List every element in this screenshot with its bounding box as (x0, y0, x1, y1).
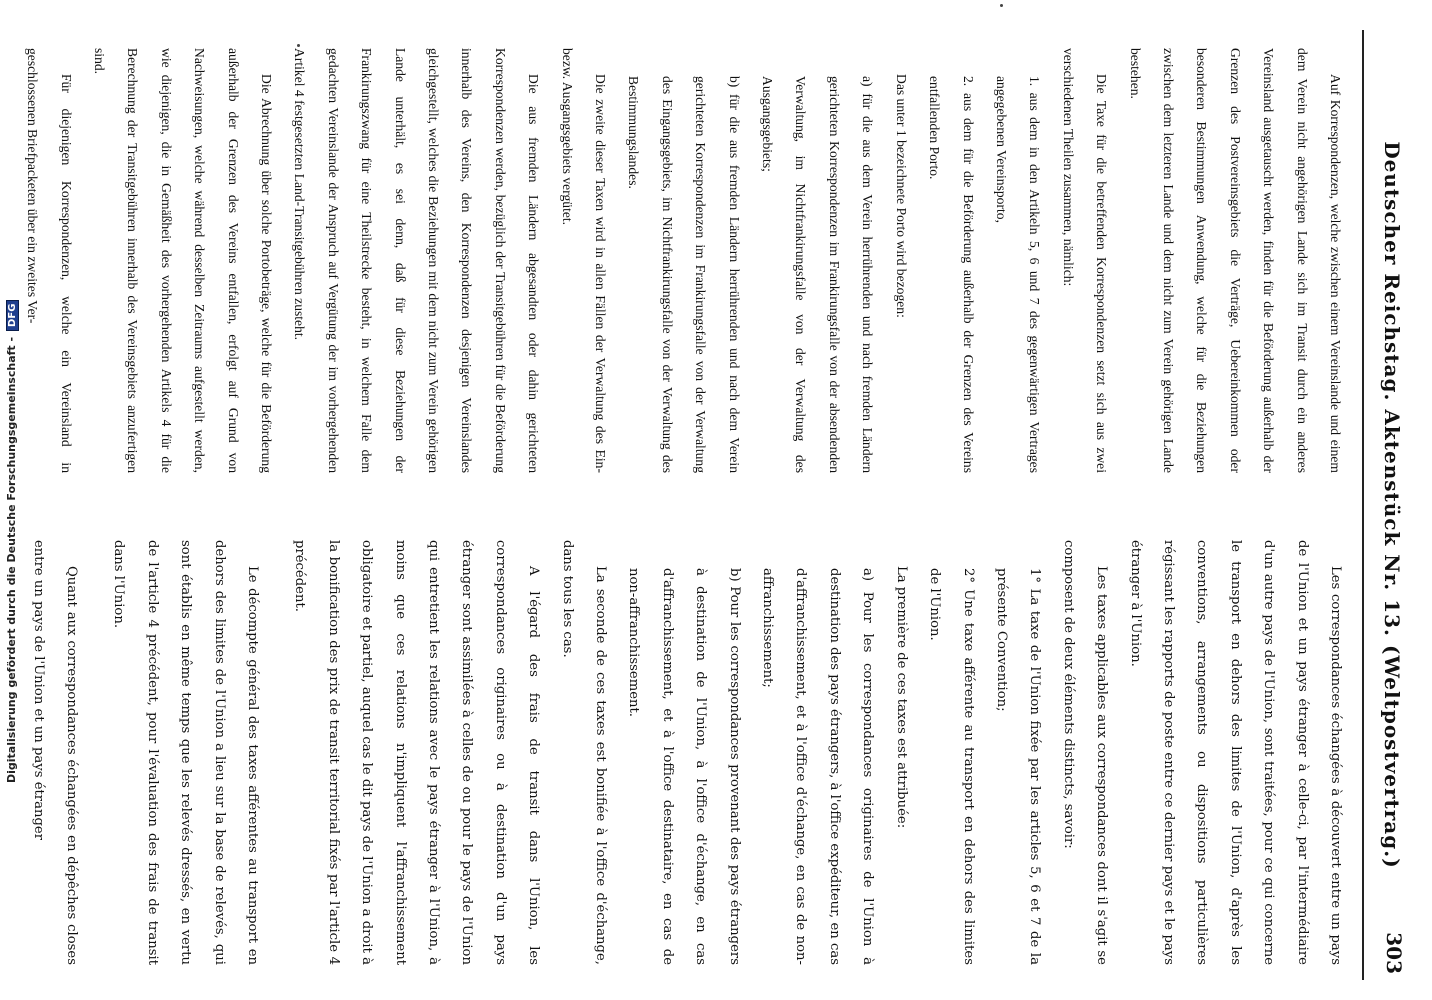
list-item: a) für die aus dem Verein herrührenden und nach fremden Ländern gerichteten Korrespondenzen im Frankirungsfalle von der absendenden Verwaltung, im Nichtfrankirungsfalle von der Verwaltung des Ausgangsgebiets; (760, 76, 876, 473)
paragraph: Für diejenigen Korrespondenzen, welche ein Vereinsland in geschlossenen Briefpacketen über ein zweites Ver- (25, 48, 74, 473)
page-number: 303 (1382, 932, 1406, 974)
digitization-credit (2, 0, 24, 1000)
list-item: 1° La taxe de l'Union fixée par les articles 5, 6 et 7 de la présente Convention; (993, 568, 1043, 965)
paragraph: Auf Korrespondenzen, welche zwischen einem Vereinslande und einem dem Verein nicht angehörigen Lande sich im Transit durch ein anderes Vereinsland ausgetauscht werden, finden für die Beförderung außerhalb der Grenzen des Postvereinsgebiets die Verträge, Uebereinkommen oder besonderen Bestimmungen Anwendung, welche für die Beziehungen zwischen dem letzteren Lande und dem nicht zum Verein gehörigen Lande bestehen. (1127, 48, 1343, 473)
credit-text: Digitalisierung gefördert durch die Deutsche Forschungsgemeinschaft - (5, 336, 18, 783)
paragraph-gap (88, 540, 102, 965)
list-item: a) Pour les correspondances originaires de l'Union à destination des pays étrangers, à l'office expéditeur, en cas d'affranchissement, et à l'office d'échange, en cas de non-affranchissement; (760, 568, 876, 965)
paragraph: Die zweite dieser Taxen wird in allen Fällen der Verwaltung des Ein- bezw. Ausgangsgebiets vergütet. (559, 48, 609, 473)
paragraph: Die Abrechnung über solche Portobeträge, welche für die Beförderung außerhalb der Grenzen des Vereins entfallen, erfolgt auf Grund von Nachweisungen, welche während desselben Zeitraums aufgestellt werden, wie diejenigen, die in Gemäßheit des vorhergehenden Artikels 4 für die Berechnung der Transitgebühren innerhalb des Vereinsgebiets anzufertigen sind. (91, 48, 274, 473)
scan-speck (297, 44, 300, 47)
column-gutter (122, 515, 1352, 516)
paragraph: Die aus fremden Ländern abgesandten oder dahin gerichteten Korrespondenzen werden, bezüglich der Transitgebühren für die Beförderung innerhalb des Vereins, den Korrespondenzen desjenigen Vereinslandes gleichgestellt, welches die Beziehungen mit dem nicht zum Verein gehörigen Lande unterhält, es sei denn, daß für diese Beziehungen der Frankirungszwang für eine Theilstrecke besteht, in welchem Falle dem gedachten Vereinslande der Anspruch auf Vergütung der im vorhergehenden Artikel 4 festgesetzten Land-Transitgebühren zusteht. (292, 48, 542, 473)
scan-speck (1000, 4, 1003, 7)
paragraph: Les correspondances échangées à découvert entre un pays de l'Union et un pays étranger à celle-ci, par l'intermédiaire d'un autre pays de l'Union, sont traitées, pour ce qui concerne le transport en dehors des limites de l'Union, d'après les conventions, arrangements ou dispositions particulières régissant les rapports de poste entre ce dernier pays et le pays étranger à l'Union. (1127, 540, 1343, 965)
german-text-column (25, 48, 1352, 473)
paragraph: A l'égard des frais de transit dans l'Union, les correspondances originaires ou à destination d'un pays étranger sont assimilées à celles de ou pour le pays de l'Union qui entretient les relations avec le pays étranger à l'Union, à moins que ces relations n'impliquent l'affranchissement obligatoire et partiel, auquel cas le dit pays de l'Union a droit à la bonification des prix de transit territorial fixés par l'article 4 précédent. (292, 540, 542, 965)
paragraph: Die Taxe für die betreffenden Korrespondenzen setzt sich aus zwei verschiedenen Theilen zusammen, nämlich: (1060, 48, 1110, 473)
credit-line (5, 303, 19, 783)
dfg-logo: DFG (6, 300, 19, 331)
paragraph: Quant aux correspondances échangées en dépêches closes entre un pays de l'Union et un pays étranger (30, 540, 79, 965)
list-item: 2° Une taxe afférente au transport en dehors des limites de l'Union. (927, 568, 976, 965)
paragraph: La première de ces taxes est attribuée: (893, 566, 909, 829)
list-item: b) für die aus fremden Ländern herrührenden und nach dem Verein gerichteten Korrespondenzen im Frankirungsfalle von der Verwaltung des Eingangsgebiets, im Nichtfrankirungsfalle von der Verwaltung des Bestimmungslandes. (626, 76, 742, 473)
list-item: 1. aus dem in den Artikeln 5, 6 und 7 des gegenwärtigen Vertrages angegebenen Vereinsporto, (993, 76, 1043, 473)
paragraph: Le décompte général des taxes afférentes au transport en dehors des limites de l'Union a lieu sur la base de relevés, qui sont établis en même temps que les relevés dressés, en vertu de l'article 4 précédent, pour l'évaluation des frais de transit dans l'Union. (111, 540, 260, 965)
french-text-column (30, 540, 1352, 965)
paragraph-gap (269, 540, 283, 965)
running-head: Deutscher Reichstag. Aktenstück Nr. 13. (Weltpostvertrag.) (1380, 141, 1404, 869)
page-header (1362, 30, 1412, 980)
list-item: b) Pour les correspondances provenant des pays étrangers à destination de l'Union, à l'office d'échange, en cas d'affranchissement, et à l'office destinataire, en cas de non-affranchissement. (626, 568, 742, 965)
paragraph: Les taxes applicables aux correspondances dont il s'agit se composent de deux éléments distincts, savoir: (1060, 540, 1110, 965)
paragraph: Das unter 1 bezeichnete Porto wird bezogen: (893, 74, 909, 318)
paragraph: La seconde de ces taxes est bonifiée à l'office d'échange, dans tous les cas. (559, 540, 609, 965)
list-item: 2. aus dem für die Beförderung außerhalb der Grenzen des Vereins entfallenden Porto. (927, 76, 976, 473)
